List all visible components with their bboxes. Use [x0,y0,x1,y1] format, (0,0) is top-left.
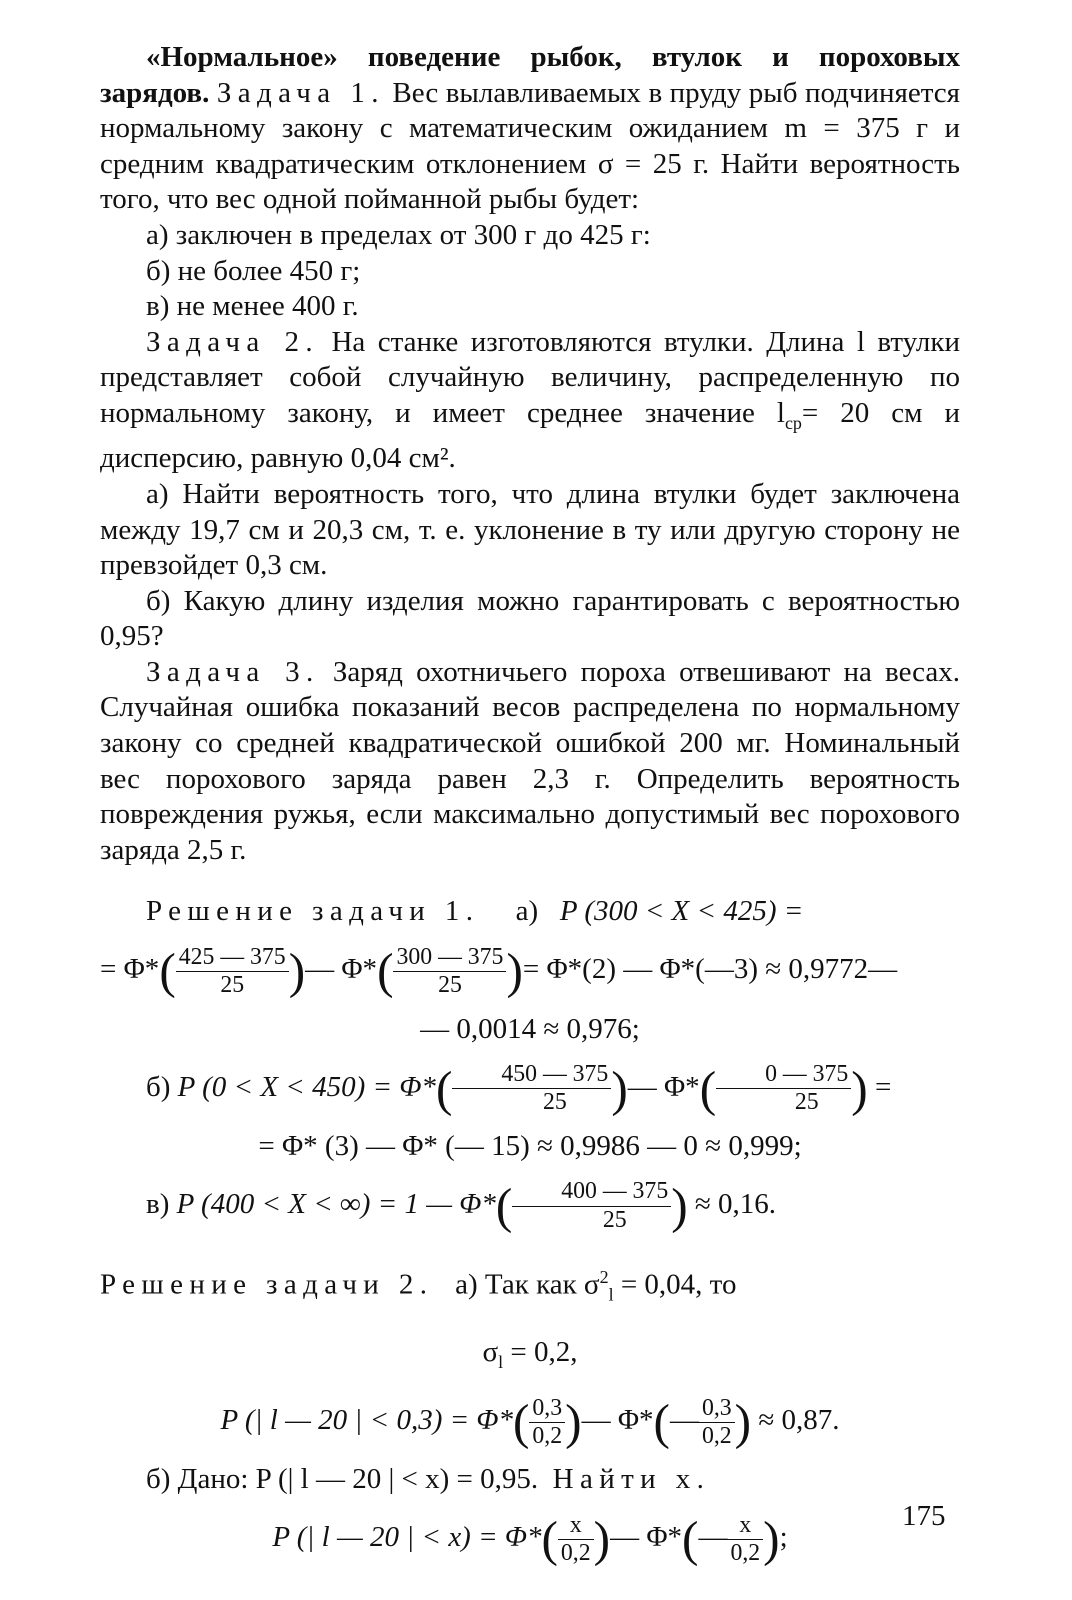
sigma-value: = 0,2, [510,1336,578,1369]
fraction-denominator: 0,2 [701,1423,732,1450]
fraction-denominator: 25 [602,1206,627,1233]
solution1-line1 [100,882,960,940]
solution1-b: б) P (0 < X < 450) = Φ*( $\frac{450 — 375}{25}$ )— Φ*( $\frac{0 — 375}{25}$ ) = [146,1061,892,1117]
fraction-denominator: 25 [542,1089,567,1116]
eq-mid: — Φ* [305,953,378,986]
task3-text: Заряд охотничьего пороха отвешивают на весах. Случайная ошибка показаний весов распределена по нормальному закону со средней квадратической ошибкой 200 мг. Номинальный вес порохового заряда равен 2,3 г. Определить вероятность повреждения ружья, если максимально допустимый вес порохового заряда 2,5 г. [100,655,961,866]
subscript: l [498,1352,504,1373]
task1-item-b: б) не более 450 г; [146,254,361,287]
fraction-numerator: 400 — 375 [512,1178,671,1206]
fraction-denominator: 25 [438,972,462,999]
task2-paragraph [100,325,960,477]
solution1-label: Решение задачи 1. [146,895,480,928]
task1-text: Вес вылавливаемых в пруду рыб подчиняется нормальному закону с математическим ожиданием m = 375 г и средним квадратическим отклонением σ = 25 г. Найти вероятность того, что вес одной пойманной рыбы будет: [100,76,960,216]
solution2-given: б) Дано: P (| l — 20 | < x) = 0,95. [146,1463,539,1496]
page-number: 175 [902,1500,946,1532]
solution2-find: Найти x. [552,1463,711,1496]
eq-end: = [874,1070,892,1103]
sigma: σ [482,1336,499,1369]
task1-item-c: в) не менее 400 г. [146,290,359,323]
solution1-c-lead: в) [146,1187,170,1220]
solution2-line1 [100,1248,960,1323]
fraction-numerator: 425 — 375 [176,944,289,972]
task2-label: Задача 2. [146,325,319,358]
solution1-c-expr: P (400 < X < ∞) = 1 — Φ* [176,1187,496,1220]
fraction-denominator: 0,2 [560,1540,591,1567]
solution2-p: P (| l — 20 | < 0,3) = Φ*( $\frac{0,3}{0,2}$ )— Φ*(— $\frac{0,3}{0,2}$ ) ≈ 0,87. [220,1394,840,1450]
task3-label: Задача 3. [146,655,320,688]
fraction [176,944,289,1000]
task2-item-b: б) Какую длину изделия можно гарантировать с вероятностью 0,95? [100,584,960,653]
task1-paragraph [100,40,960,218]
fraction-denominator: 0,2 [532,1423,563,1450]
fraction [512,1178,671,1234]
solution1-a-lead: а) [515,895,539,928]
fraction-numerator: 0,3 [529,1395,565,1423]
fraction [529,1395,565,1451]
fraction-denominator: 25 [794,1089,819,1116]
solution2-q-expr: P (| l — 20 | < x) = Φ* [272,1521,542,1554]
task2-item-a: а) Найти вероятность того, что длина втулки будет заключена между 19,7 см и 20,3 см, т. е. уклонение в ту или другую сторону не превзойдет 0,3 см. [100,477,960,582]
fraction [699,1395,735,1451]
eq-end: = Φ*(2) — Φ*(—3) ≈ 0,9772— [522,953,898,986]
eq-mid: — Φ* [581,1404,654,1437]
solution2-q: P (| l — 20 | < x) = Φ*( $\frac{x}{0,2}$ )— Φ*(— $\frac{x}{0,2}$ ); [272,1511,788,1568]
solution1-line3: — 0,0014 ≈ 0,976; [420,1012,640,1045]
solution1-b-lead: б) [146,1070,171,1103]
fraction [452,1061,611,1117]
eq-mid: — Φ* [627,1070,700,1103]
superscript: 2 [599,1267,609,1288]
eq-start: = Φ* [100,953,160,986]
fraction [558,1512,594,1568]
solution1-b-expr: P (0 < X < 450) = Φ* [177,1070,436,1103]
eq-end: ≈ 0,87. [758,1404,840,1437]
solution1-b-line2: = Φ* (3) — Φ* (— 15) ≈ 0,9986 — 0 ≈ 0,999; [258,1129,802,1162]
page-content [100,40,960,1568]
fraction-numerator: x [727,1512,763,1540]
eq-end: ; [779,1521,788,1554]
solution2-a-text: а) Так как σ [455,1268,600,1301]
fraction-denominator: 25 [220,972,245,999]
fraction-numerator: 450 — 375 [452,1061,611,1089]
solution2-sigma [100,1323,960,1391]
solution2-p-expr: P (| l — 20 | < 0,3) = Φ* [220,1404,513,1437]
fraction-numerator: x [558,1512,594,1540]
eq-mid: — Φ* [610,1521,683,1554]
fraction [393,944,506,1000]
solution2-label: Решение задачи 2. [100,1268,434,1301]
task1-label: Задача 1. [216,76,385,109]
solution1-a-expr: P (300 < X < 425) = [559,895,804,928]
task3-paragraph [100,655,960,869]
fraction-numerator: 0 — 375 [716,1061,851,1089]
fraction-denominator: 0,2 [730,1540,761,1567]
fraction-numerator: 0,3 [699,1395,735,1423]
eq-end: ≈ 0,16. [694,1187,777,1220]
task2-subscript: ср [784,412,802,433]
task2-text-b: = 20 см и дисперсию, равную 0,04 см². [100,396,960,475]
solution1-line2: = Φ*( $\frac{425 — 375}{25}$ )— Φ*( $\frac{300 — 375}{25}$ )= Φ*(2) — Φ*(—3) ≈ 0,9772— [100,943,898,1000]
solution1-c: в) P (400 < X < ∞) = 1 — Φ*( $\frac{400 — 375}{25}$ ) ≈ 0,16. [146,1178,777,1234]
fraction-numerator: 300 — 375 [393,944,506,972]
fraction [716,1061,851,1117]
solution2-b [100,1450,960,1508]
fraction [727,1512,763,1568]
section-heading: «Нормальное» поведение рыбок, втулок и пороховых зарядов. [100,41,960,109]
solution2-a-tail: = 0,04, то [620,1268,737,1301]
task2-text-a: На станке изготовляются втулки. Длина l втулки представляет собой случайную величину, распределенную по нормальному закону, и имеет среднее значение l [100,325,960,429]
subscript: l [608,1284,614,1305]
task1-item-a: а) заключен в пределах от 300 г до 425 г: [146,218,651,251]
